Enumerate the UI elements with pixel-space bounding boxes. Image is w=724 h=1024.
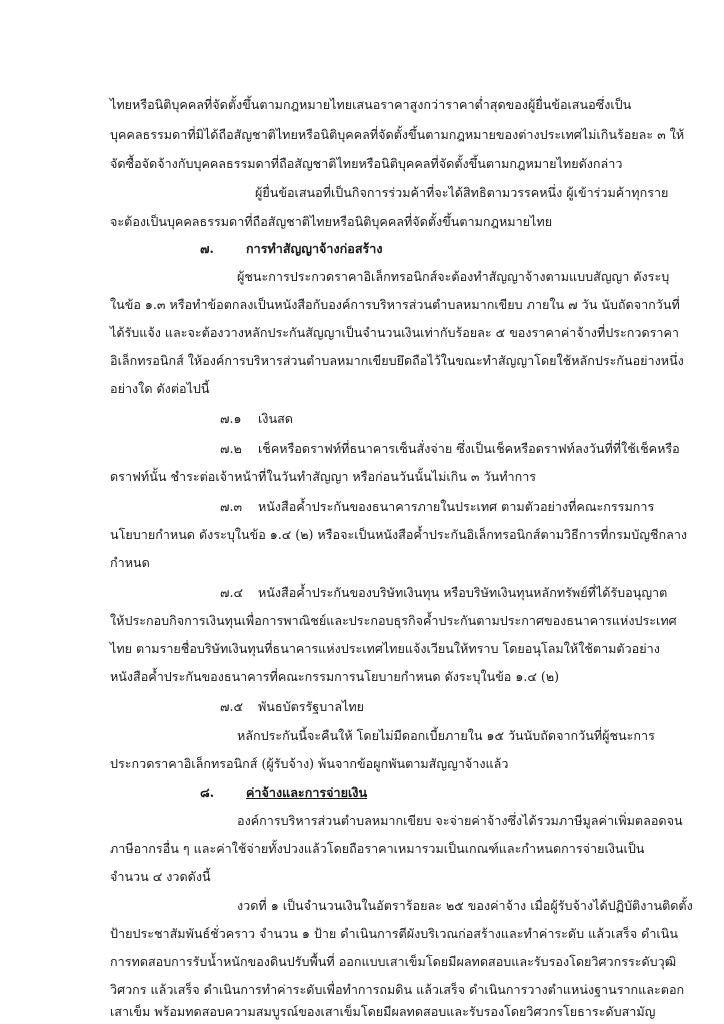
- text-line: วิศวกร แล้วเสร็จ ดำเนินการทำค่าระดับเพื่อทำการถมดิน แล้วเสร็จ ดำเนินการวางตำแหน่งฐานรากและตอก: [110, 982, 685, 997]
- text-line: หลักประกันนี้จะคืนให้ โดยไม่มีดอกเบี้ยภายใน ๑๕ วันนับถัดจากวันที่ผู้ชนะการ: [237, 728, 655, 743]
- item-number: ๗.๔: [220, 585, 244, 600]
- text-line: ป้ายประชาสัมพันธ์ชั่วคราว จำนวน ๑ ป้าย ดำเนินการตีผังบริเวณก่อสร้างและทำค่าระดับ แล้วเสร็จ ดำเนิน: [110, 926, 678, 941]
- item-number: ๗.๓: [220, 499, 243, 514]
- text-line: ประกวดราคาอิเล็กทรอนิกส์ (ผู้รับจ้าง) พ้นจากข้อผูกพันตามสัญญาจ้างแล้ว: [110, 756, 509, 771]
- text-line: เสาเข็ม พร้อมทดสอบความสมบูรณ์ของเสาเข็มโดยมีผลทดสอบและรับรองโดยวิศวกรโยธาระดับสามัญ: [110, 1004, 656, 1019]
- text-line: องค์การบริหารส่วนตำบลหมากเขียบ จะจ่ายค่าจ้างซึ่งได้รวมภาษีมูลค่าเพิ่มตลอดจน: [237, 813, 683, 828]
- section-title: ค่าจ้างและการจ่ายเงิน: [246, 785, 368, 800]
- text-line: จะต้องเป็นบุคคลธรรมดาที่ถือสัญชาติไทยหรือนิติบุคคลที่จัดตั้งขึ้นตามกฎหมายไทย: [110, 214, 553, 229]
- text-line: ไทย ตามรายชื่อบริษัทเงินทุนที่ธนาคารแห่งประเทศไทยแจ้งเวียนให้ทราบ โดยอนุโลมให้ใช้ตามตัวอย่าง: [110, 641, 660, 656]
- section-title: การทำสัญญาจ้างก่อสร้าง: [246, 241, 383, 256]
- item-number: ๗.๑: [220, 411, 242, 426]
- section-number: ๘.: [200, 785, 215, 800]
- item-number: ๗.๕: [220, 699, 244, 714]
- text-line: หนังสือค้ำประกันของธนาคารที่คณะกรรมการนโยบายกำหนด ดังระบุในข้อ ๑.๔ (๒): [110, 669, 560, 684]
- section-number: ๗.: [200, 241, 214, 256]
- text-line: ไทยหรือนิติบุคคลที่จัดตั้งขึ้นตามกฎหมายไทยเสนอราคาสูงกว่าราคาต่ำสุดของผู้ยื่นข้อเสนอซึ่งเป็น: [110, 97, 632, 112]
- text-line: ได้รับแจ้ง และจะต้องวางหลักประกันสัญญาเป็นจำนวนเงินเท่ากับร้อยละ ๕ ของราคาค่าจ้างที่ประกวดราคา: [110, 325, 679, 340]
- text-line: ในข้อ ๑.๓ หรือทำข้อตกลงเป็นหนังสือกับองค์การบริหารส่วนตำบลหมากเขียบ ภายใน ๗ วัน นับถัดจากวันที่: [110, 297, 680, 312]
- text-line: หนังสือค้ำประกันของธนาคารภายในประเทศ ตามตัวอย่างที่คณะกรรมการ: [258, 499, 655, 514]
- text-line: งวดที่ ๑ เป็นจำนวนเงินในอัตราร้อยละ ๒๕ ของค่าจ้าง เมื่อผู้รับจ้างได้ปฏิบัติงานติดตั้ง: [237, 898, 693, 913]
- text-line: ผู้ชนะการประกวดราคาอิเล็กทรอนิกส์จะต้องทำสัญญาจ้างตามแบบสัญญา ดังระบุ: [237, 269, 670, 284]
- text-line: ดราฟท์นั้น ชำระต่อเจ้าหน้าที่ในวันทำสัญญา หรือก่อนวันนั้นไม่เกิน ๓ วันทำการ: [110, 469, 537, 484]
- text-line: ให้ประกอบกิจการเงินทุนเพื่อการพาณิชย์และประกอบธุรกิจค้ำประกันตามประกาศของธนาคารแห่งประเทศ: [110, 613, 677, 628]
- text-line: ภาษีอากรอื่น ๆ และค่าใช้จ่ายทั้งปวงแล้วโดยถือราคาเหมารวมเป็นเกณฑ์และกำหนดการจ่ายเงินเป็น: [110, 841, 645, 856]
- text-line: พันธบัตรรัฐบาลไทย: [258, 699, 365, 714]
- text-line: การทดสอบการรับน้ำหนักของดินปรับพื้นที่ ออกแบบเสาเข็มโดยมีผลทดสอบและรับรองโดยวิศวกรระดับวุฒิ: [110, 954, 677, 969]
- text-line: บุคคลธรรมดาที่มิได้ถือสัญชาติไทยหรือนิติบุคคลที่จัดตั้งขึ้นตามกฎหมายของต่างประเทศไม่เกินร้อยละ ๓ ให้: [110, 127, 685, 142]
- text-line: จำนวน ๔ งวดดังนี้: [110, 869, 211, 884]
- text-line: อย่างใด ดังต่อไปนี้: [110, 381, 210, 396]
- text-line: นโยบายกำหนด ดังระบุในข้อ ๑.๔ (๒) หรือจะเป็นหนังสือค้ำประกันอิเล็กทรอนิกส์ตามวิธีการที่กรมบัญชีกลาง: [110, 527, 688, 542]
- text-line: ผู้ยื่นข้อเสนอที่เป็นกิจการร่วมค้าที่จะได้สิทธิตามวรรคหนึ่ง ผู้เข้าร่วมค้าทุกราย: [255, 185, 669, 200]
- text-line: เช็คหรือดราฟท์ที่ธนาคารเซ็นสั่งจ่าย ซึ่งเป็นเช็คหรือดราฟท์ลงวันที่ที่ใช้เช็คหรือ: [258, 441, 680, 456]
- text-line: อิเล็กทรอนิกส์ ให้องค์การบริหารส่วนตำบลหมากเขียบยึดถือไว้ในขณะทำสัญญาโดยใช้หลักประกันอย่างหนึ่ง: [110, 353, 684, 368]
- item-number: ๗.๒: [220, 441, 242, 456]
- text-line: เงินสด: [258, 411, 293, 426]
- text-line: หนังสือค้ำประกันของบริษัทเงินทุน หรือบริษัทเงินทุนหลักทรัพย์ที่ได้รับอนุญาต: [258, 585, 668, 600]
- text-line: จัดซื้อจัดจ้างกับบุคคลธรรมดาที่ถือสัญชาติไทยหรือนิติบุคคลที่จัดตั้งขึ้นตามกฎหมายไทยดังกล่าว: [110, 156, 623, 171]
- text-line: กำหนด: [110, 555, 150, 570]
